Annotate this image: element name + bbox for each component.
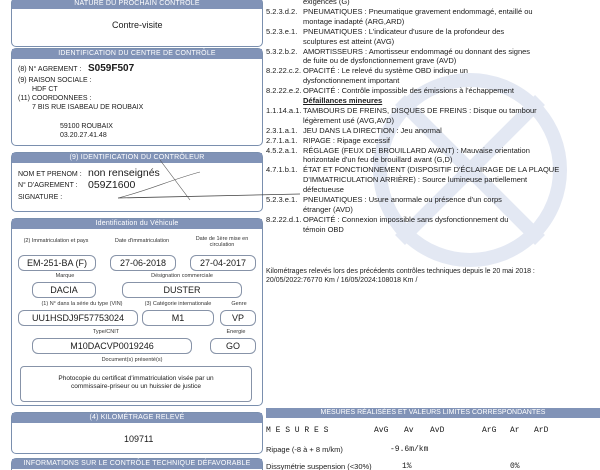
controleur-agrement-value: 059Z1600 (88, 179, 136, 191)
defect-line (266, 37, 394, 46)
vehicle-panel (11, 218, 263, 406)
categorie-label: (3) Catégorie internationale (144, 301, 212, 307)
immat-value: EM-251-BA (F) (18, 255, 96, 271)
defect-code: 5.2.3.d.2. (266, 6, 298, 16)
minor-defect-code: 8.2.22.d.1. (266, 214, 302, 224)
controleur-panel (11, 152, 263, 212)
controleur-header: (9) IDENTIFICATION DU CONTRÔLEUR (12, 153, 262, 163)
ripage-value: -9.6m/km (390, 445, 429, 454)
defect-text: de fuite ou de dysfonctionnement grave (AVD) (303, 56, 457, 66)
minor-defect-line (266, 116, 394, 125)
minor-defects-title: Défaillances mineures (303, 96, 383, 105)
energie-value: GO (210, 338, 256, 354)
minor-defect-text: légèrement usé (AVG,AVD) (303, 115, 395, 125)
defect-text: exigences (G) (303, 0, 350, 6)
km-history-line2: 20/05/2022:76770 Km / 16/05/2024:108018 Km / (266, 277, 418, 284)
minor-defect-line (266, 195, 502, 204)
marque-label: Marque (55, 273, 75, 279)
genre-value: VP (220, 310, 256, 326)
defect-text: dysfonctionnement important (303, 76, 400, 86)
defect-line (266, 56, 456, 65)
controleur-nom-value: non renseignés (88, 167, 160, 179)
minor-defect-text: PNEUMATIQUES : Usure anormale ou présence d'un corps (303, 195, 502, 204)
minor-defect-text: RIPAGE : Ripage excessif (303, 135, 390, 145)
docs-box (20, 366, 252, 402)
measures-header: MESURES RÉALISÉES ET VALEURS LIMITES CORRESPONDANTES (266, 408, 600, 418)
docs-label: Document(s) présenté(s) (101, 357, 163, 363)
minor-defect-text: ÉTAT ET FONCTIONNEMENT (DISPOSITIF D'ÉCLAIRAGE DE LA PLAQUE (303, 165, 560, 175)
disym-av-value: 1% (402, 462, 412, 470)
defect-text: AMORTISSEURS : Amortisseur endommagé ou donnant des signes (303, 46, 531, 56)
minor-defect-code: 2.3.1.a.1. (266, 125, 298, 135)
minor-defect-line (266, 225, 344, 234)
next-visit-panel (11, 0, 263, 47)
defect-line (266, 27, 504, 36)
vin-label: (1) N° dans la série du type (VIN) (41, 301, 123, 307)
date-immat-label: Date d'immatriculation (114, 238, 170, 244)
defect-text: PNEUMATIQUES : L'indicateur d'usure de la profondeur des (303, 26, 505, 36)
designation-label: Désignation commerciale (151, 273, 213, 279)
footer-header: INFORMATIONS SUR LE CONTRÔLE TECHNIQUE DÉFAVORABLE (12, 459, 262, 469)
defect-text: sculptures est atteint (AVG) (303, 36, 395, 46)
genre-label: Genre (231, 301, 247, 307)
centre-agrement-label: (8) N° AGREMENT : (18, 66, 82, 73)
immat-label: (2) Immatriculation et pays (23, 238, 89, 244)
measure-col-ar: Ar (510, 426, 520, 435)
measures-title: M E S U R E S (266, 426, 329, 435)
defect-line (266, 0, 350, 6)
next-visit-value: Contre-visite (112, 20, 163, 30)
defect-line (266, 7, 533, 16)
defect-line (266, 66, 468, 75)
centre-header: IDENTIFICATION DU CENTRE DE CONTRÔLE (12, 49, 262, 59)
designation-value: DUSTER (122, 282, 242, 298)
defects-column (266, 0, 600, 470)
minor-defect-line (266, 155, 452, 164)
minor-defect-text: défectueuse (303, 185, 344, 195)
km-value: 109711 (124, 434, 154, 444)
minor-defect-line (266, 136, 390, 145)
minor-defect-text: étranger (AVD) (303, 204, 353, 214)
energie-label: Energie (226, 329, 246, 335)
controleur-agrement-label: N° D'AGREMENT : (18, 182, 78, 189)
minor-defect-line (266, 215, 508, 224)
centre-city: 59100 ROUBAIX (60, 123, 113, 130)
minor-defect-code: 5.2.3.e.1. (266, 195, 298, 204)
measure-col-avd: AvD (430, 426, 445, 435)
centre-raison-label: (9) RAISON SOCIALE : (18, 77, 92, 84)
minor-defect-code: 2.7.1.a.1. (266, 135, 298, 145)
controleur-signature-label: SIGNATURE : (18, 194, 63, 201)
defect-text: OPACITÉ : Le relevé du système OBD indique un (303, 66, 468, 76)
docs-value-line1: Photocopie du certificat d'immatriculation visée par un (58, 375, 214, 382)
next-visit-header: NATURE DU PROCHAIN CONTRÔLE (12, 0, 262, 9)
defect-text: PNEUMATIQUES : Pneumatique gravement endommagé, entaillé ou (303, 6, 533, 16)
date-circ-label: Date de 1ère mise en circulation (195, 236, 249, 248)
minor-defect-text: TAMBOURS DE FREINS, DISQUES DE FREINS : Disque ou tambour (303, 105, 537, 115)
measure-col-ard: ArD (534, 426, 549, 435)
minor-defect-line (266, 106, 537, 115)
minor-defect-line (266, 175, 527, 184)
measures-panel (266, 408, 600, 470)
defect-code: 8.2.22.c.2. (266, 66, 302, 76)
minor-defect-line (266, 205, 353, 214)
minor-defect-text: horizontale d'un feu de brouillard avant (G,D) (303, 155, 453, 165)
date-circ-value: 27-04-2017 (190, 255, 256, 271)
disym-ar-value: 0% (510, 462, 520, 470)
defect-line (266, 76, 399, 85)
centre-panel (11, 48, 263, 146)
docs-value-line2: commissaire-priseur ou un huissier de justice (70, 383, 202, 390)
measure-col-avg: AvG (374, 426, 389, 435)
categorie-value: M1 (142, 310, 214, 326)
vehicle-header: Identification du Véhicule (12, 219, 262, 229)
footer-panel (11, 458, 263, 470)
minor-defect-text: témoin OBD (303, 224, 344, 234)
defect-code: 5.2.3.e.1. (266, 26, 298, 36)
defect-line (266, 17, 404, 26)
type-value: M10DACVP0019246 (32, 338, 192, 354)
measure-col-arg: ArG (482, 426, 497, 435)
disym-label: Dissymétrie suspension (<30%) (266, 462, 372, 470)
km-panel (11, 412, 263, 454)
minor-defect-line (266, 126, 442, 135)
minor-defect-code: 1.1.14.a.1. (266, 105, 302, 115)
minor-defect-line (266, 185, 344, 194)
minor-defect-line (266, 146, 530, 155)
centre-address: 7 BIS RUE ISABEAU DE ROUBAIX (32, 104, 144, 111)
type-label: Type/CNIT (92, 329, 120, 335)
controleur-nom-label: NOM ET PRENOM : (18, 171, 82, 178)
ripage-label: Ripage (-8 à + 8 m/km) (266, 445, 343, 454)
marque-value: DACIA (32, 282, 96, 298)
centre-phone: 03.20.27.41.48 (60, 132, 107, 139)
minor-defect-line (266, 165, 559, 174)
centre-coord-label: (11) COORDONNEES : (18, 95, 92, 102)
centre-agrement-value: S059F507 (88, 63, 135, 74)
defect-code: 8.2.22.e.2. (266, 86, 302, 96)
vin-value: UU1HSDJ9F57753024 (18, 310, 138, 326)
defect-line (266, 86, 514, 95)
minor-defect-text: OPACITÉ : Connexion impossible sans dysfonctionnement du (303, 214, 509, 224)
minor-defect-text: JEU DANS LA DIRECTION : Jeu anormal (303, 125, 442, 135)
km-history-line1: Kilométrages relevés lors des précédents contrôles techniques depuis le 20 mai 2018 : (266, 268, 535, 275)
minor-defect-code: 4.7.1.b.1. (266, 165, 298, 175)
date-immat-value: 27-06-2018 (110, 255, 176, 271)
defect-text: montage inadapté (ARG,ARD) (303, 16, 405, 26)
centre-raison-value: HDF CT (32, 86, 58, 93)
minor-defect-code: 4.5.2.a.1. (266, 145, 298, 155)
defect-line (266, 47, 530, 56)
measure-col-av: Av (404, 426, 414, 435)
defect-text: OPACITÉ : Contrôle impossible des émissions à l'échappement (303, 86, 514, 96)
defect-code: 5.3.2.b.2. (266, 46, 298, 56)
minor-defect-text: RÉGLAGE (FEUX DE BROUILLARD AVANT) : Mauvaise orientation (303, 145, 530, 155)
minor-defect-text: D'IMMATRICULATION ARRIÈRE) : Source lumineuse partiellement (303, 175, 528, 185)
km-header: (4) KILOMÉTRAGE RELEVÉ (12, 413, 262, 423)
